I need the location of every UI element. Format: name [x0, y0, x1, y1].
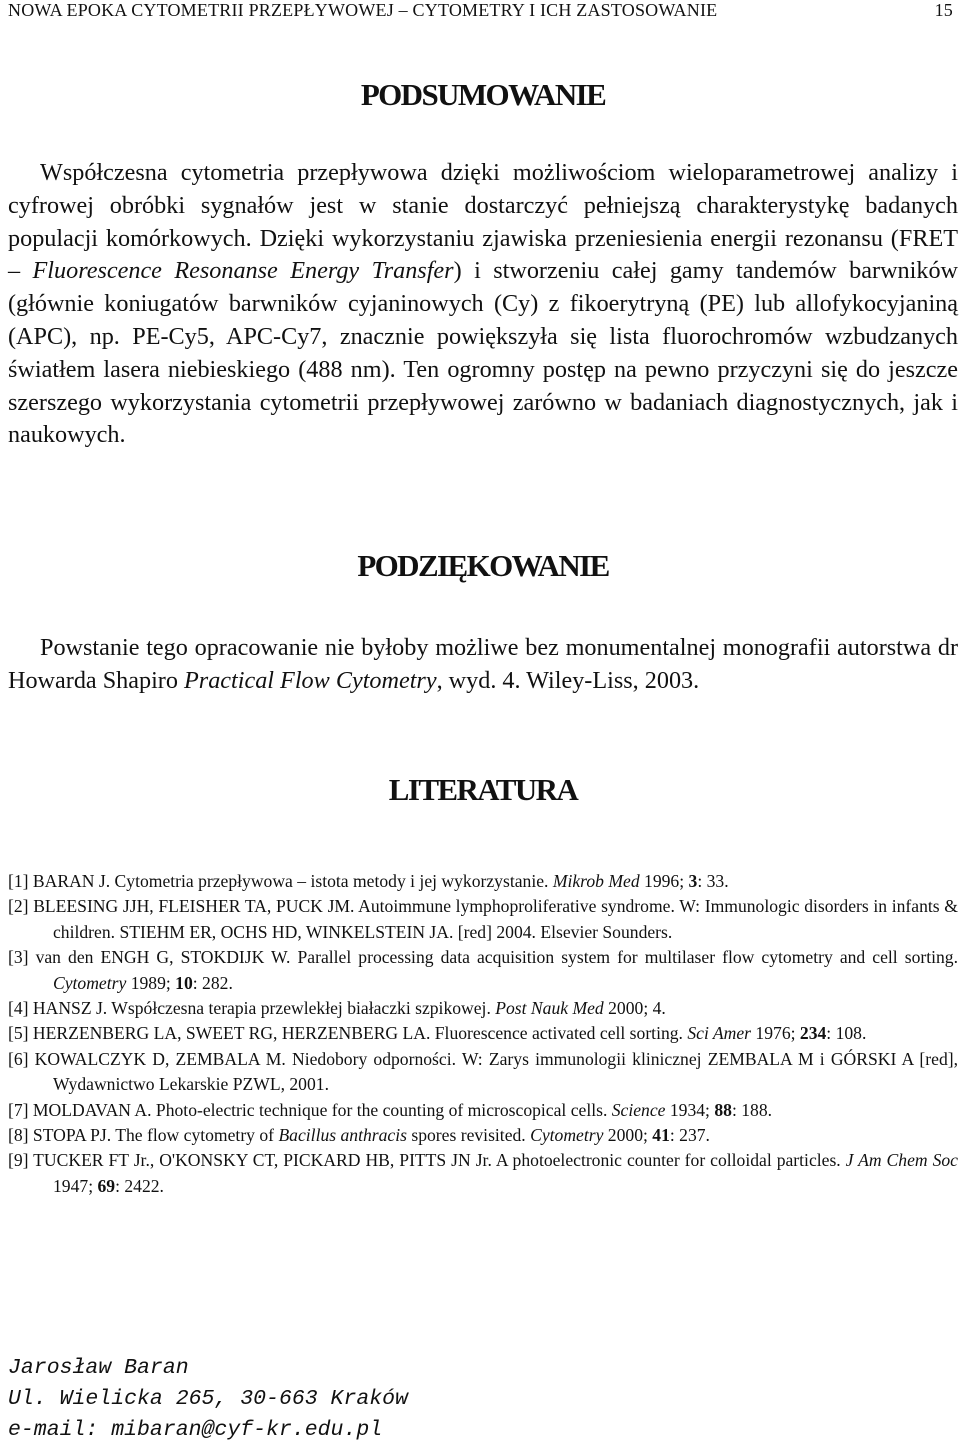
- reference-run: 1989;: [126, 972, 176, 993]
- summary-paragraph-run: Współczesna cytometria przepływowa dzięki możliwościom wieloparametrowej analizy i cyfrowej obróbki sygnałów jest w stanie dostarczyć pełniejszą charakterystykę badanych populacji komórkowych. Dzięki wykorzystaniu zjawiska przeniesienia energii rezonansu (FRET –: [8, 159, 958, 285]
- reference-run: 10: [175, 972, 193, 993]
- reference-run: [6] KOWALCZYK D, ZEMBALA M. Niedobory odporności. W: Zarys immunologii klinicznej ZEMBALA M i GÓRSKI A [red], Wydawnictwo Lekarskie PZWL, 2001.: [8, 1048, 958, 1095]
- reference-item: [8, 1047, 958, 1098]
- author-email: e-mail: mibaran@cyf-kr.edu.pl: [8, 1418, 383, 1442]
- literature-heading: LITERATURA: [388, 772, 578, 807]
- acknowledgements-paragraph-run: Practical Flow Cytometry: [184, 666, 437, 694]
- reference-run: : 33.: [697, 871, 729, 891]
- reference-run: [2] BLEESING JJH, FLEISHER TA, PUCK JM. Autoimmune lymphoproliferative syndrome. W: Immunologic disorders in infants & children. STIEHM ER, OCHS HD, WINKELSTEIN JA. [red] 2004. Elsevier Sounders.: [8, 896, 958, 942]
- reference-run: 88: [714, 1099, 732, 1120]
- reference-run: 1976;: [751, 1023, 800, 1044]
- summary-paragraph: [8, 157, 958, 452]
- reference-run: [3] van den ENGH G, STOKDIJK W. Parallel processing data acquisition system for multilaser flow cytometry and cell sorting.: [8, 947, 958, 968]
- author-address: Ul. Wielicka 265, 30-663 Kraków: [8, 1387, 408, 1411]
- reference-item: [8, 869, 958, 894]
- running-title: NOWA EPOKA CYTOMETRII PRZEPŁYWOWEJ – CYTOMETRY I ICH ZASTOSOWANIE: [8, 0, 718, 20]
- acknowledgements-paragraph-run: , wyd. 4. Wiley-Liss, 2003.: [436, 666, 700, 694]
- reference-run: Cytometry: [53, 972, 127, 993]
- summary-heading: PODSUMOWANIE: [360, 77, 606, 112]
- acknowledgements-paragraph-run: Powstanie tego opracowanie nie byłoby możliwe bez monumentalnej monografii autorstwa dr Howarda Shapiro: [8, 634, 958, 694]
- reference-item: [8, 1148, 958, 1199]
- author-name: Jarosław Baran: [8, 1356, 189, 1380]
- reference-run: : 237.: [669, 1125, 710, 1146]
- acknowledgements-heading: PODZIĘKOWANIE: [357, 548, 609, 583]
- reference-run: Science: [611, 1099, 666, 1120]
- reference-run: 234: [799, 1023, 827, 1044]
- reference-item: [8, 1021, 958, 1046]
- reference-run: J Am Chem Soc: [845, 1150, 958, 1171]
- reference-run: Bacillus anthracis: [278, 1125, 407, 1146]
- author-block: [8, 1353, 408, 1446]
- reference-item: [8, 894, 958, 945]
- summary-paragraph-run: ) i stworzeniu całej gamy tandemów barwników (głównie koniugatów barwników cyjaninowych (Cy) z fikoerytryną (PE) lub allofykocyjaniną (APC), np. PE-Cy5, APC-Cy7, znacznie powiększyła się lista fluorochromów wzbudzanych światłem lasera niebieskiego (488 nm). Ten ogromny postęp na pewno przyczyni się do jeszcze szerszego wykorzystania cytometrii przepływowej zarówno w badaniach diagnostycznych, jak i naukowych.: [8, 257, 959, 449]
- reference-run: : 2422.: [115, 1175, 164, 1196]
- reference-run: 69: [97, 1175, 116, 1196]
- reference-run: 1996;: [639, 871, 689, 891]
- page-number: 15: [934, 0, 953, 20]
- reference-item: [8, 1098, 958, 1123]
- reference-run: [8] STOPA PJ. The flow cytometry of: [8, 1125, 279, 1146]
- summary-paragraph-run: Fluorescence Resonanse Energy Transfer: [32, 257, 454, 285]
- reference-run: : 282.: [192, 972, 233, 993]
- reference-run: Post Nauk Med: [495, 998, 604, 1019]
- reference-run: spores revisited.: [406, 1125, 531, 1146]
- reference-run: [5] HERZENBERG LA, SWEET RG, HERZENBERG LA. Fluorescence activated cell sorting.: [8, 1023, 688, 1044]
- reference-item: [8, 996, 958, 1021]
- reference-run: 1947;: [53, 1175, 98, 1196]
- reference-run: 3: [688, 871, 698, 891]
- reference-list: [8, 869, 958, 1199]
- reference-item: [8, 1123, 958, 1148]
- reference-run: : 108.: [826, 1023, 867, 1044]
- reference-run: 41: [652, 1125, 670, 1146]
- reference-run: [4] HANSZ J. Współczesna terapia przewlekłej białaczki szpikowej.: [8, 998, 496, 1019]
- running-header: [8, 0, 953, 21]
- reference-run: Cytometry: [530, 1125, 604, 1146]
- reference-run: Sci Amer: [687, 1023, 752, 1044]
- reference-run: : 188.: [731, 1099, 773, 1120]
- reference-run: 2000;: [603, 1125, 653, 1146]
- reference-run: Mikrob Med: [552, 871, 640, 891]
- reference-run: [1] BARAN J. Cytometria przepływowa – istota metody i jej wykorzystanie.: [8, 871, 553, 891]
- reference-run: 1934;: [665, 1099, 715, 1120]
- reference-run: [7] MOLDAVAN A. Photo-electric technique for the counting of microscopical cells.: [8, 1099, 612, 1120]
- reference-item: [8, 945, 958, 996]
- reference-run: 2000; 4.: [603, 998, 666, 1019]
- acknowledgements-paragraph: [8, 632, 958, 698]
- reference-run: [9] TUCKER FT Jr., O'KONSKY CT, PICKARD HB, PITTS JN Jr. A photoelectronic counter for colloidal particles.: [8, 1150, 846, 1171]
